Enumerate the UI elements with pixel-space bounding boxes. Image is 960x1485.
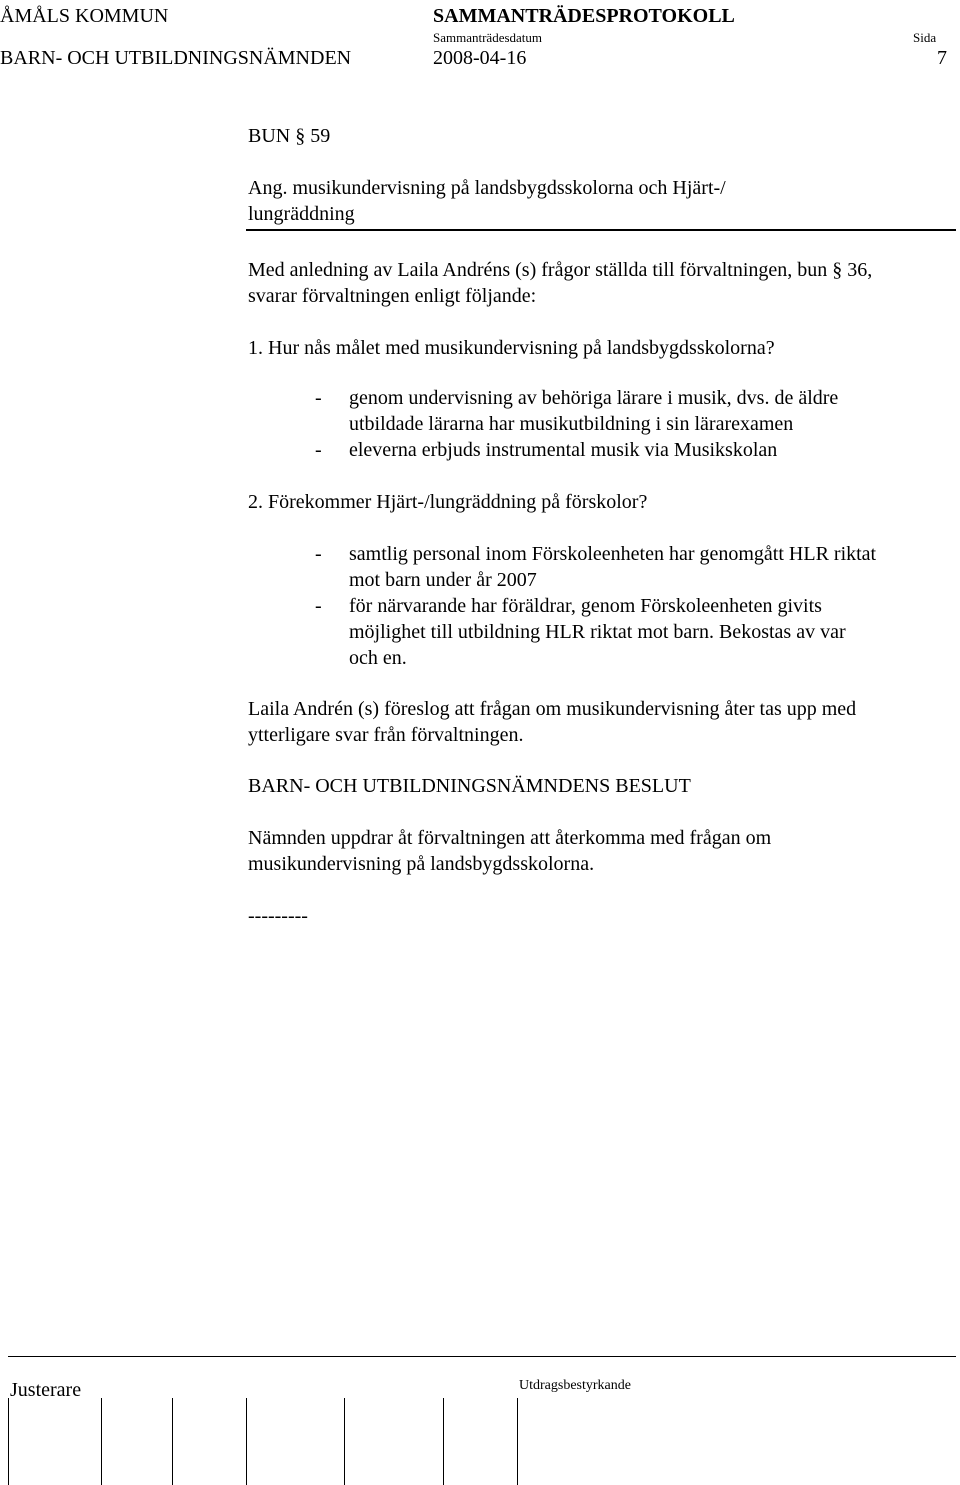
answer-2-item-1-line-1: samtlig personal inom Förskoleenheten har genomgått HLR riktat (349, 543, 877, 565)
question-1: 1. Hur nås målet med musikundervisning på landsbygdsskolorna? (248, 337, 775, 359)
signature-box-divider (517, 1398, 518, 1485)
answer-1-item-1-dash: - (315, 387, 322, 409)
board-name: BARN- OCH UTBILDNINGSNÄMNDEN (0, 47, 352, 69)
answer-2-item-2-line-3: och en. (349, 647, 407, 669)
footer-top-rule (8, 1356, 956, 1357)
signature-box-divider (8, 1398, 9, 1485)
signature-box-divider (246, 1398, 247, 1485)
answer-2-item-2-dash: - (315, 595, 322, 617)
decision-line-2: musikundervisning på landsbygdsskolorna. (248, 853, 595, 875)
subject-line-2: lungräddning (248, 203, 355, 225)
signature-box-divider (172, 1398, 173, 1485)
page-label: Sida (913, 30, 937, 45)
answer-2-item-1-line-2: mot barn under år 2007 (349, 569, 537, 591)
decision-heading: BARN- OCH UTBILDNINGSNÄMNDENS BESLUT (248, 775, 691, 797)
document-type: SAMMANTRÄDESPROTOKOLL (433, 5, 735, 27)
intro-line-1: Med anledning av Laila Andréns (s) frågor ställda till förvaltningen, bun § 36, (248, 259, 873, 281)
answer-2-item-1-dash: - (315, 543, 322, 565)
answer-1-item-1-line-2: utbildade lärarna har musikutbildning i sin lärarexamen (349, 413, 794, 435)
adjuster-label: Justerare (10, 1379, 82, 1401)
signature-box-divider (101, 1398, 102, 1485)
signature-box-divider (344, 1398, 345, 1485)
answer-1-item-2-dash: - (315, 439, 322, 461)
answer-2-item-2-line-1: för närvarande har föräldrar, genom Förskoleenheten givits (349, 595, 822, 617)
proposal-line-2: ytterligare svar från förvaltningen. (248, 724, 524, 746)
subject-underline (246, 229, 956, 231)
decision-line-1: Nämnden uppdrar åt förvaltningen att återkomma med frågan om (248, 827, 772, 849)
certifier-label: Utdragsbestyrkande (519, 1378, 631, 1393)
signature-box-divider (443, 1398, 444, 1485)
page-number: 7 (937, 47, 947, 69)
meeting-date: 2008-04-16 (433, 47, 527, 69)
end-marker: --------- (248, 905, 308, 927)
answer-1-item-1-line-1: genom undervisning av behöriga lärare i musik, dvs. de äldre (349, 387, 839, 409)
subject-line-1: Ang. musikundervisning på landsbygdsskolorna och Hjärt-/ (248, 177, 726, 199)
intro-line-2: svarar förvaltningen enligt följande: (248, 285, 537, 307)
proposal-line-1: Laila Andrén (s) föreslog att frågan om musikundervisning åter tas upp med (248, 698, 857, 720)
answer-1-item-2-line-1: eleverna erbjuds instrumental musik via Musikskolan (349, 439, 778, 461)
date-label: Sammanträdesdatum (433, 30, 543, 45)
answer-2-item-2-line-2: möjlighet till utbildning HLR riktat mot barn. Bekostas av var (349, 621, 846, 643)
question-2: 2. Förekommer Hjärt-/lungräddning på förskolor? (248, 491, 648, 513)
paragraph-reference: BUN § 59 (248, 125, 331, 147)
municipality-name: ÅMÅLS KOMMUN (0, 5, 169, 27)
